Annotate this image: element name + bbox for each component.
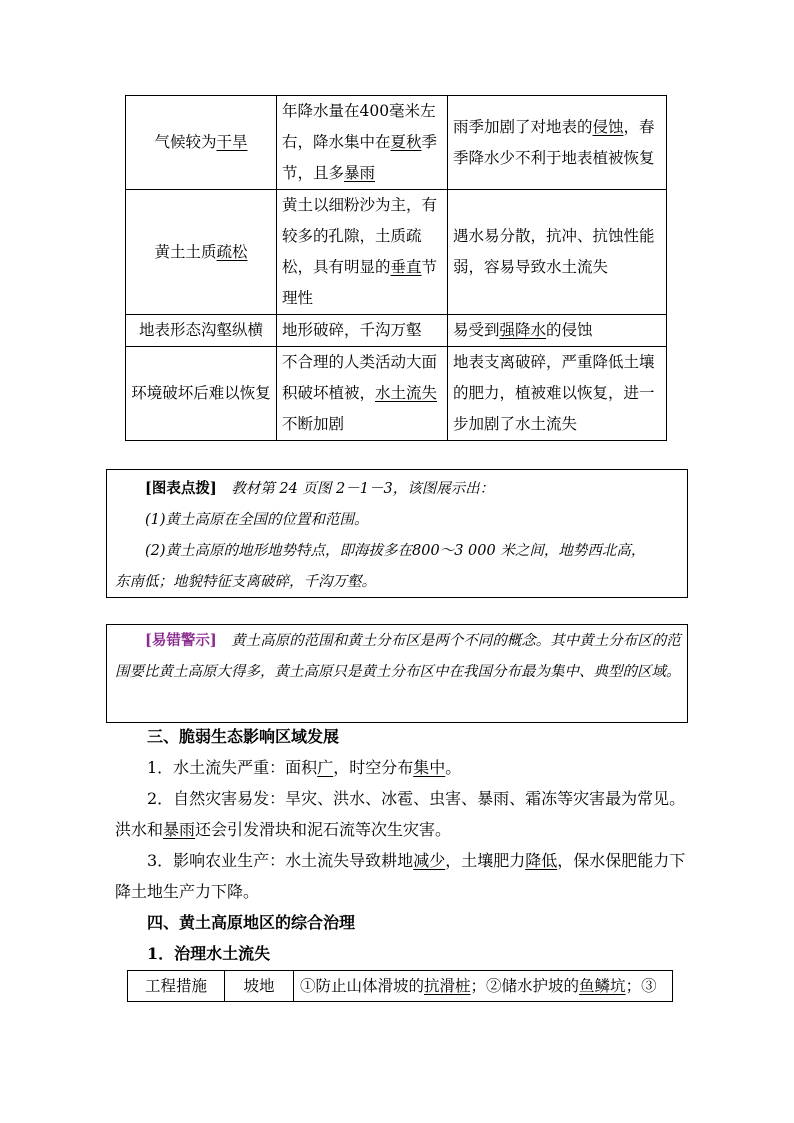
text-segment: 地表形态沟壑纵横 [138, 321, 263, 339]
text-segment: 黄土以细粉沙为主，有较多的孔隙，土质疏松，具有明显的 [282, 196, 438, 276]
underlined-keyword: 抗滑桩 [424, 977, 471, 995]
effect-cell [448, 190, 667, 315]
text-segment: 节理性 [282, 258, 438, 307]
underlined-keyword: 广 [317, 758, 334, 777]
text-segment: 2．自然灾害易发：旱灾、洪水、冰雹、虫害、暴雨、霜冻等灾害最为常见。洪水和 [115, 789, 686, 839]
measure-detail-cell [294, 971, 673, 1002]
text-segment: ①防止山体滑坡的 [300, 977, 425, 995]
error-warning-tag: [易错警示] [145, 632, 217, 649]
text-segment: 年降水量在400毫米左右，降水集中在 [282, 102, 436, 151]
table-row [128, 971, 673, 1002]
section-3-point-1 [115, 752, 690, 783]
underlined-keyword: 降低 [525, 851, 558, 870]
text-segment: 遇水易分散，抗冲、抗蚀性能弱，容易导致水土流失 [453, 227, 655, 276]
chart-tip-tag: [图表点拨] [145, 480, 217, 497]
factor-table [125, 95, 667, 441]
text-segment: 的侵蚀 [546, 321, 593, 339]
text-segment: 雨季加剧了对地表的 [453, 117, 593, 136]
underlined-keyword: 垂直 [390, 258, 422, 276]
table-row [126, 96, 667, 190]
measure-type-cell: 工程措施 [128, 971, 225, 1002]
chart-tip-item-2-cont: 东南低；地貌特征支离破碎，千沟万壑。 [115, 574, 376, 590]
chart-tip-item-2: (2)黄土高原的地形地势特点，即海拔多在800～3 000 米之间，地势西北高， [145, 543, 646, 559]
feature-cell [277, 96, 448, 190]
text-segment: 不合理的人类活动大面积破坏植被， [282, 353, 438, 402]
text-segment: 还会引发滑块和泥石流等次生灾害。 [195, 820, 452, 839]
underlined-keyword: 水土流失 [375, 384, 438, 402]
text-segment: 地表支离破碎，严重降低土壤的肥力，植被难以恢复，进一步加剧了水土流失 [453, 353, 655, 433]
error-warning-text [107, 625, 687, 688]
text-segment: 1．水土流失严重：面积 [147, 758, 318, 777]
text-segment: 不断加剧 [282, 415, 345, 433]
factor-cell [126, 190, 277, 315]
text-segment: 3．影响农业生产：水土流失导致耕地 [147, 851, 414, 870]
section-3-point-3 [115, 845, 690, 907]
chart-tip-intro-text: 教材第 24 页图 2－1－3，该图展示出： [231, 481, 495, 497]
table-row [126, 190, 667, 315]
feature-cell [277, 315, 448, 347]
underlined-keyword: 暴雨 [344, 164, 376, 182]
section-4-title: 四、黄土高原地区的综合治理 [147, 913, 356, 932]
text-segment: ；②储水护坡的 [470, 977, 580, 995]
section-3-title: 三、脆弱生态影响区域发展 [147, 727, 340, 746]
effect-cell [448, 347, 667, 441]
error-warning-body: 黄土高原的范围和黄土分布区是两个不同的概念。其中黄土分布区的范围要比黄土高原大得多，黄土高原只是黄土分布区中在我国分布最为集中、典型的区域。 [115, 633, 681, 680]
text-segment: ，保水保肥能力下降土地生产力下降。 [115, 851, 686, 901]
measure-area-cell: 坡地 [225, 971, 294, 1002]
text-segment: 。 [445, 758, 462, 777]
feature-cell [277, 347, 448, 441]
text-segment: 地形破碎，千沟万壑 [282, 321, 422, 339]
effect-cell [448, 96, 667, 190]
underlined-keyword: 夏秋 [390, 133, 422, 151]
underlined-keyword: 暴雨 [163, 820, 196, 839]
measure-table [127, 970, 673, 1002]
text-segment: 黄土土质 [154, 242, 217, 261]
text-segment: 环境破坏后难以恢复 [131, 384, 271, 402]
text-segment: 气候较为 [154, 133, 217, 151]
text-segment: ；③ [625, 977, 657, 995]
table-row [126, 347, 667, 441]
text-segment: ，春季降水少不利于地表植被恢复 [453, 117, 655, 167]
feature-cell [277, 190, 448, 315]
underlined-keyword: 侵蚀 [592, 117, 624, 136]
chart-tip-item-1: (1)黄土高原在全国的位置和范围。 [145, 512, 369, 528]
text-segment: ，土壤肥力 [445, 851, 526, 870]
text-segment: 季节，且多 [282, 133, 438, 182]
text-segment: ，时空分布 [333, 758, 414, 777]
effect-cell [448, 315, 667, 347]
section-3-point-2 [115, 783, 690, 845]
underlined-keyword: 减少 [413, 851, 446, 870]
underlined-keyword: 鱼鳞坑 [579, 977, 626, 995]
text-segment: 易受到 [453, 321, 500, 339]
factor-cell [126, 315, 277, 347]
chart-tip-box [106, 469, 688, 598]
chart-tip-intro [107, 470, 687, 505]
underlined-keyword: 集中 [413, 758, 446, 777]
underlined-keyword: 干旱 [216, 133, 248, 151]
factor-cell [126, 96, 277, 190]
table-row [126, 315, 667, 347]
section-4-sub-1: 1．治理水土流失 [147, 944, 271, 963]
underlined-keyword: 强降水 [499, 321, 547, 339]
underlined-keyword: 疏松 [216, 242, 248, 261]
error-warning-box [106, 624, 688, 723]
factor-cell [126, 347, 277, 441]
